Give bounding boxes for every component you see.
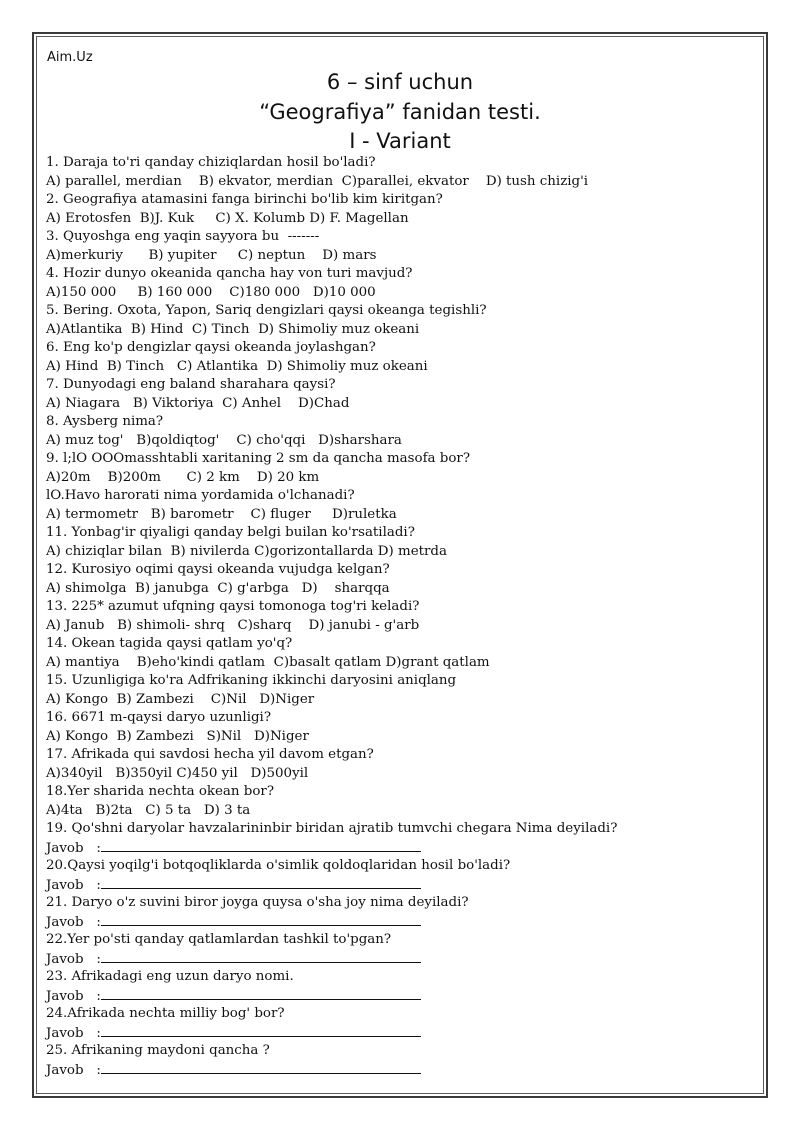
- answer-label: Javob :: [46, 914, 101, 930]
- answer-label: Javob :: [46, 1025, 101, 1041]
- answer-options: A)4ta B)2ta C) 5 ta D) 3 ta: [46, 802, 251, 818]
- question-text: 1. Daraja to'ri qanday chiziqlardan hosil bo'ladi?: [46, 155, 376, 170]
- answer-label: Javob :: [46, 951, 101, 967]
- question-text: 14. Okean tagida qaysi qatlam yo'q?: [46, 636, 293, 651]
- answer-options: A) Erotosfen B)J. Kuk C) X. Kolumb D) F. Magellan: [46, 210, 409, 226]
- question-text: 17. Afrikada qui savdosi hecha yil davom etgan?: [46, 747, 374, 762]
- answer-blank[interactable]: [101, 839, 421, 852]
- question-text: 7. Dunyodagi eng baland sharahara qaysi?: [46, 377, 336, 392]
- question-text: 11. Yonbag'ir qiyaligi qanday belgi builan ko'rsatiladi?: [46, 525, 415, 540]
- question-text: 15. Uzunligiga ko'ra Adfrikaning ikkinchi daryosini aniqlang: [46, 673, 457, 688]
- open-question-item: [46, 931, 756, 968]
- answer-label: Javob :: [46, 988, 101, 1004]
- question-item: [46, 746, 756, 783]
- answer-blank[interactable]: [101, 913, 421, 926]
- question-text: 22.Yer po'sti qanday qatlamlardan tashkil to'pgan?: [46, 932, 392, 947]
- answer-options: A) Janub B) shimoli- shrq C)sharq D) janubi - g'arb: [46, 617, 420, 633]
- answer-options: A)150 000 B) 160 000 C)180 000 D)10 000: [46, 284, 376, 300]
- answer-blank[interactable]: [101, 987, 421, 1000]
- question-text: 25. Afrikaning maydoni qancha ?: [46, 1043, 270, 1058]
- question-text: 19. Qo'shni daryolar havzalarininbir biridan ajratib tumvchi chegara Nima deyiladi?: [46, 821, 618, 836]
- question-item: [46, 191, 756, 228]
- question-text: 13. 225* azumut ufqning qaysi tomonoga tog'ri keladi?: [46, 599, 420, 614]
- open-question-item: [46, 857, 756, 894]
- answer-blank[interactable]: [101, 1061, 421, 1074]
- question-text: 4. Hozir dunyo okeanida qancha hay von turi mavjud?: [46, 266, 413, 281]
- answer-options: A)merkuriy B) yupiter C) neptun D) mars: [46, 247, 377, 263]
- question-item: [46, 524, 756, 561]
- question-text: 9. l;lO OOOmasshtabli xaritaning 2 sm da qancha masofa bor?: [46, 451, 471, 466]
- question-text: 16. 6671 m-qaysi daryo uzunligi?: [46, 710, 272, 725]
- answer-options: A) Kongo B) Zambezi C)Nil D)Niger: [46, 691, 315, 707]
- question-text: 24.Afrikada nechta milliy bog' bor?: [46, 1006, 285, 1021]
- answer-row: [46, 950, 756, 969]
- answer-options: A) Hind B) Tinch C) Atlantika D) Shimoliy muz okeani: [46, 358, 428, 374]
- title-grade: 6 – sinf uchun: [326, 70, 474, 94]
- title-variant: I - Variant: [349, 129, 451, 153]
- answer-options: A)Atlantika B) Hind C) Tinch D) Shimoliy muz okeani: [46, 321, 420, 337]
- answer-blank[interactable]: [101, 950, 421, 963]
- answer-options: A) termometr B) barometr C) fluger D)ruletka: [46, 506, 397, 522]
- question-item: [46, 154, 756, 191]
- answer-options: A) parallel, merdian B) ekvator, merdian C)parallei, ekvator D) tush chizig'i: [46, 173, 589, 189]
- question-item: [46, 783, 756, 820]
- title-subject: “Geografiya” fanidan testi.: [259, 99, 541, 124]
- question-item: [46, 487, 756, 524]
- answer-label: Javob :: [46, 1062, 101, 1078]
- question-text: lO.Havo harorati nima yordamida o'lchanadi?: [46, 488, 355, 503]
- question-item: [46, 265, 756, 302]
- test-content: [46, 154, 756, 1079]
- question-item: [46, 450, 756, 487]
- answer-row: [46, 1061, 756, 1080]
- question-text: 23. Afrikadagi eng uzun daryo nomi.: [46, 969, 294, 984]
- question-text: 20.Qaysi yoqilg'i botqoqliklarda o'simlik qoldoqlaridan hosil bo'ladi?: [46, 858, 511, 873]
- question-item: [46, 228, 756, 265]
- answer-row: [46, 913, 756, 932]
- answer-row: [46, 839, 756, 858]
- answer-label: Javob :: [46, 877, 101, 893]
- question-item: [46, 302, 756, 339]
- question-text: 3. Quyoshga eng yaqin sayyora bu -------: [46, 229, 320, 244]
- answer-options: A) muz tog' B)qoldiqtog' C) cho'qqi D)sharshara: [46, 432, 402, 448]
- question-item: [46, 376, 756, 413]
- question-item: [46, 635, 756, 672]
- answer-options: A) shimolga B) janubga C) g'arbga D) sharqqa: [46, 580, 390, 596]
- question-text: 21. Daryo o'z suvini biror joyga quysa o'sha joy nima deyiladi?: [46, 895, 469, 910]
- question-item: [46, 709, 756, 746]
- answer-options: A)340yil B)350yil C)450 yil D)500yil: [46, 765, 309, 781]
- answer-label: Javob :: [46, 840, 101, 856]
- open-question-item: [46, 894, 756, 931]
- answer-options: A) chiziqlar bilan B) nivilerda C)gorizontallarda D) metrda: [46, 543, 447, 559]
- question-item: [46, 561, 756, 598]
- open-question-item: [46, 1042, 756, 1079]
- answer-blank[interactable]: [101, 876, 421, 889]
- question-item: [46, 339, 756, 376]
- question-text: 2. Geografiya atamasini fanga birinchi bo'lib kim kiritgan?: [46, 192, 443, 207]
- answer-options: A)20m B)200m C) 2 km D) 20 km: [46, 469, 320, 485]
- open-question-item: [46, 968, 756, 1005]
- answer-row: [46, 987, 756, 1006]
- answer-row: [46, 876, 756, 895]
- site-label: Aim.Uz: [47, 50, 93, 65]
- answer-row: [46, 1024, 756, 1043]
- answer-options: A) Kongo B) Zambezi S)Nil D)Niger: [46, 728, 309, 744]
- question-text: 6. Eng ko'p dengizlar qaysi okeanda joylashgan?: [46, 340, 376, 355]
- question-text: 12. Kurosiyo oqimi qaysi okeanda vujudga kelgan?: [46, 562, 390, 577]
- answer-options: A) Niagara B) Viktoriya C) Anhel D)Chad: [46, 395, 350, 411]
- question-text: 5. Bering. Oxota, Yapon, Sariq dengizlari qaysi okeanga tegishli?: [46, 303, 487, 318]
- question-item: [46, 672, 756, 709]
- title-block: [36, 68, 764, 157]
- question-text: 18.Yer sharida nechta okean bor?: [46, 784, 274, 799]
- question-item: [46, 413, 756, 450]
- question-item: [46, 598, 756, 635]
- answer-options: A) mantiya B)eho'kindi qatlam C)basalt qatlam D)grant qatlam: [46, 654, 490, 670]
- open-question-item: [46, 1005, 756, 1042]
- question-text: 8. Aysberg nima?: [46, 414, 164, 429]
- answer-blank[interactable]: [101, 1024, 421, 1037]
- open-question-item: [46, 820, 756, 857]
